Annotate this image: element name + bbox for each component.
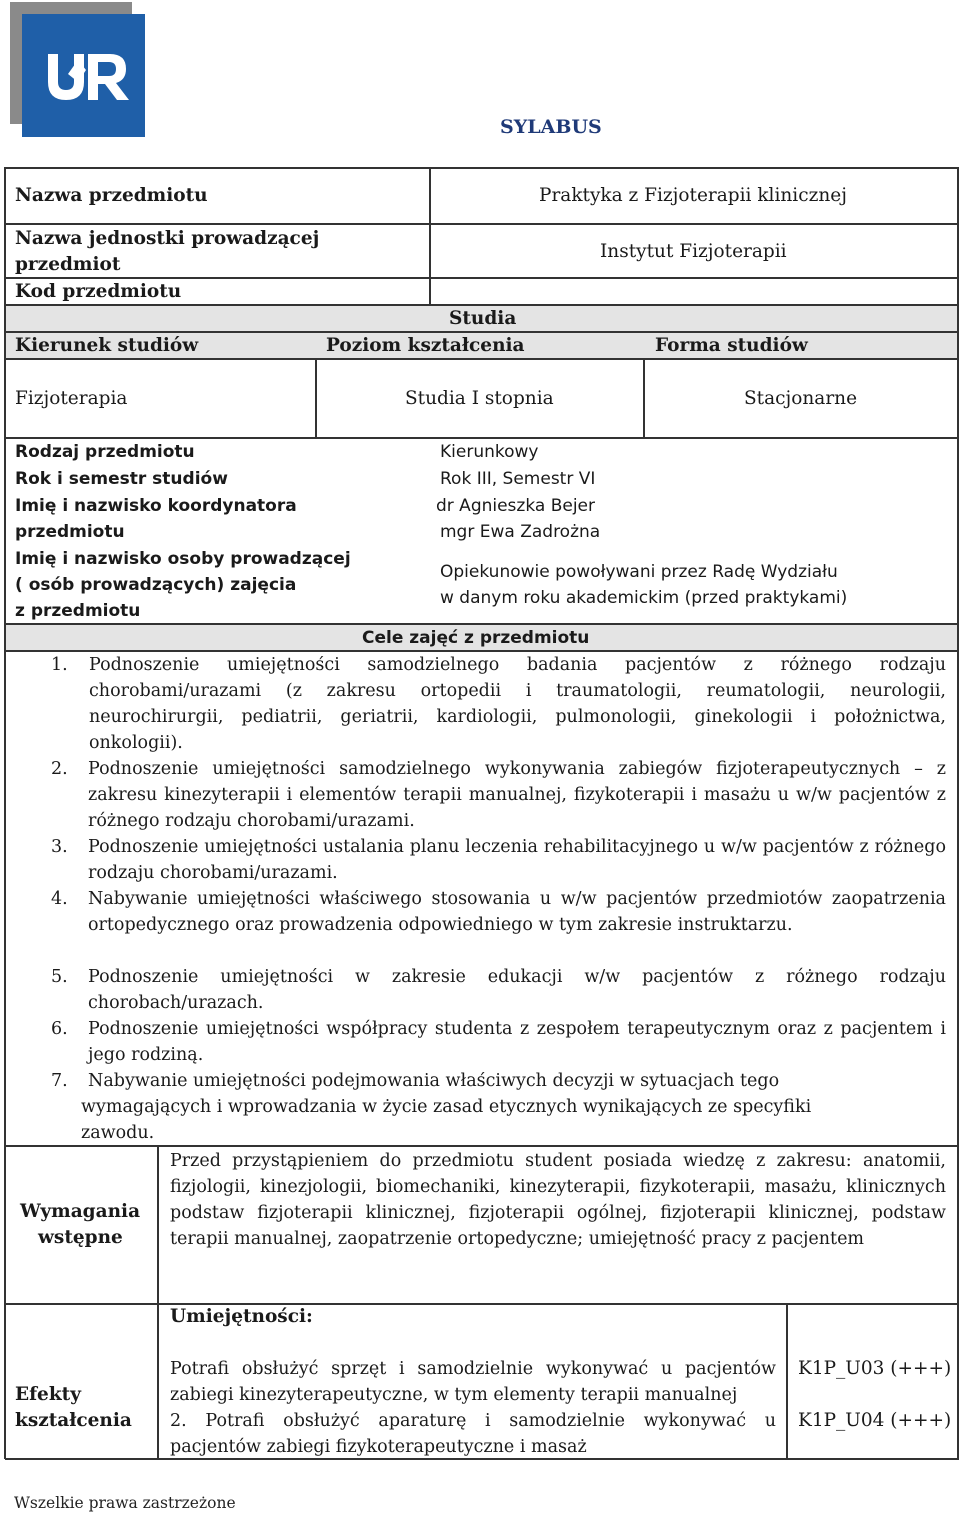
goal-text: Podnoszenie umiejętności współpracy studenta z zespołem terapeutycznym oraz z pacjentem i jego rodziną. (88, 1019, 946, 1065)
goal-number: 1. (51, 655, 68, 675)
unit-label: Nazwa jednostki prowadzącej (15, 228, 320, 249)
outcome-code-1: K1P_U03 (+++) (798, 1358, 952, 1379)
unit-label-cont: przedmiot (15, 254, 121, 275)
goal-text: Nabywanie umiejętności podejmowania właściwych decyzji w sytuacjach tego wymagających i wprowadzania w życie zasad etycznych wynikających ze specyfiki zawodu. (81, 1071, 812, 1143)
footer-copyright: Wszelkie prawa zastrzeżone (14, 1494, 236, 1512)
goal-number: 5. (51, 967, 68, 987)
goal-text: Nabywanie umiejętności właściwego stosowania u w/w pacjentów przedmiotów zaopatrzenia ortopedycznego oraz prowadzenia odpowiedniego w tym zakresie instruktarzu. (88, 889, 946, 935)
requirements-label: Wymagania (20, 1201, 141, 1222)
type-value: Kierunkowy (440, 442, 539, 462)
goal-number: 7. (51, 1071, 68, 1091)
requirements-text: Przed przystąpieniem do przedmiotu student posiada wiedzę z zakresu: anatomii, fizjologii, kinezjologii, biomechaniki, kinezyterapii, fizykoterapii, masażu, klinicznych podstaw fizjoterapii klinicznej, fizjoterapii ogólnej, fizjoterapii klinicznej, podstaw terapii manualnej, zaopatrzenie ortopedyczne; umiejętność pracy z pacjentem (170, 1151, 946, 1249)
code-label: Kod przedmiotu (15, 281, 182, 302)
goal-number: 2. (51, 759, 68, 779)
outcome-code-2: K1P_U04 (+++) (798, 1410, 952, 1431)
year-value: Rok III, Semestr VI (440, 469, 596, 489)
page-title: SYLABUS (500, 116, 602, 138)
field-of-study-label: Kierunek studiów (15, 335, 199, 356)
goals-heading: Cele zajęć z przedmiotu (362, 628, 590, 648)
teacher-label: Imię i nazwisko osoby prowadzącej (15, 549, 351, 569)
studies-heading: Studia (449, 308, 517, 329)
unit-value: Instytut Fizjoterapii (600, 241, 787, 262)
goal-number: 6. (51, 1019, 68, 1039)
level-label: Poziom kształcenia (326, 335, 525, 356)
coordinator-value-2: mgr Ewa Zadrożna (440, 522, 601, 542)
teacher-value-2: w danym roku akademickim (przed praktykami) (440, 588, 848, 608)
goal-text: Podnoszenie umiejętności ustalania planu leczenia rehabilitacyjnego u w/w pacjentów z różnego rodzaju chorobami/urazami. (88, 837, 946, 883)
subject-name-value: Praktyka z Fizjoterapii klinicznej (539, 185, 847, 206)
form-value: Stacjonarne (744, 388, 858, 409)
goal-text: Podnoszenie umiejętności w zakresie edukacji w/w pacjentów z różnego rodzaju chorobach/urazach. (88, 967, 946, 1013)
teacher-label-cont2: z przedmiotu (15, 601, 141, 621)
requirements-label-cont: wstępne (38, 1227, 123, 1248)
coordinator-value-1: dr Agnieszka Bejer (436, 496, 596, 516)
subject-name-label: Nazwa przedmiotu (15, 185, 208, 206)
skills-heading: Umiejętności: (170, 1306, 313, 1327)
year-label: Rok i semestr studiów (15, 469, 228, 489)
outcome-item-1: Potrafi obsłużyć sprzęt i samodzielnie wykonywać u pacjentów zabiegi kinezyterapeutyczne, w tym elementy terapii manualnej (170, 1359, 776, 1405)
level-value: Studia I stopnia (405, 388, 554, 409)
form-label: Forma studiów (655, 335, 808, 356)
outcomes-label: Efekty (15, 1384, 81, 1405)
goal-text: Podnoszenie umiejętności samodzielnego badania pacjentów z różnego rodzaju chorobami/urazami (z zakresu ortopedii i traumatologii, reumatologii, neurologii, neurochirurgii, pediatrii, geriatrii, kardiologii, pulmonologii, ginekologii i położnictwa, onkologii). (89, 655, 946, 753)
teacher-label-cont: ( osób prowadzących) zajęcia (15, 575, 297, 595)
outcomes-label-cont: kształcenia (15, 1410, 132, 1431)
goal-text: Podnoszenie umiejętności samodzielnego wykonywania zabiegów fizjoterapeutycznych – z zakresu kinezyterapii i elementów terapii manualnej, fizykoterapii i masażu u w/w pacjentów z różnego rodzaju chorobami/urazami. (88, 759, 946, 831)
field-of-study-value: Fizjoterapia (15, 388, 128, 409)
outcome-item-2: 2. Potrafi obsłużyć aparaturę i samodzielnie wykonywać u pacjentów zabiegi fizykoterapeutyczne i masaż (170, 1411, 776, 1457)
ur-logo-icon (10, 2, 145, 137)
goal-number: 3. (51, 837, 68, 857)
goal-number: 4. (51, 889, 68, 909)
coordinator-label-cont: przedmiotu (15, 522, 125, 542)
coordinator-label: Imię i nazwisko koordynatora (15, 496, 297, 516)
teacher-value-1: Opiekunowie powoływani przez Radę Wydziału (440, 562, 838, 582)
type-label: Rodzaj przedmiotu (15, 442, 195, 462)
